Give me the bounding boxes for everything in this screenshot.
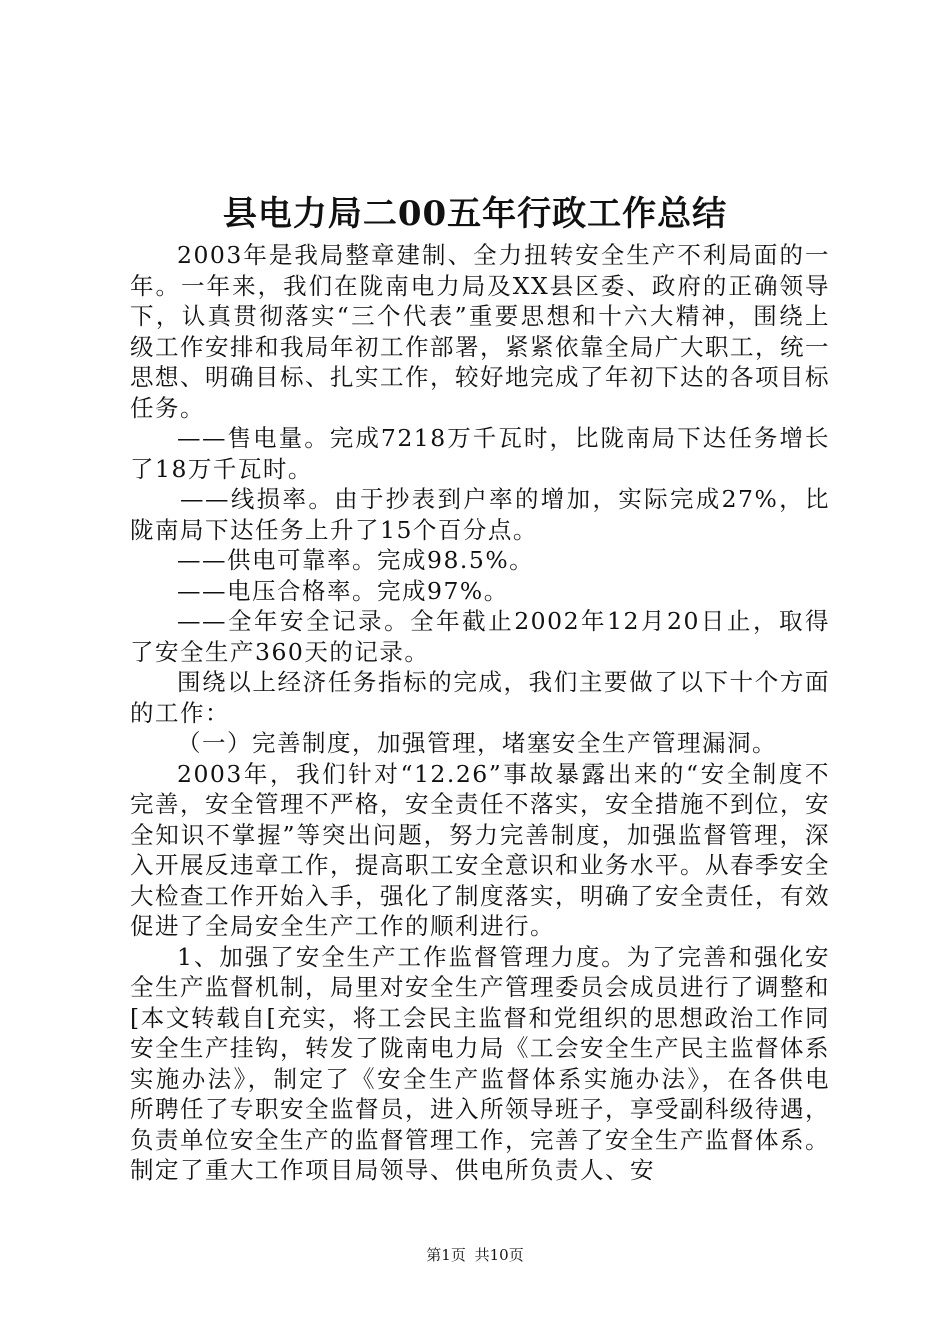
paragraph-line-loss: ——线损率。由于抄表到户率的增加，实际完成27%，比陇南局下达任务上升了15个百分点。 [130,485,830,544]
paragraph-sales: ——售电量。完成7218万千瓦时，比陇南局下达任务增长了18万千瓦时。 [130,424,830,483]
paragraph-intro: 2003年是我局整章建制、全力扭转安全生产不利局面的一年。一年来，我们在陇南电力局及XX县区委、政府的正确领导下，认真贯彻落实“三个代表”重要思想和十六大精神，围绕上级工作安排和我局年初工作部署，紧紧依靠全局广大职工，统一思想、明确目标、扎实工作，较好地完成了年初下达的各项目标任务。 [130,241,830,422]
document-body [130,240,830,1186]
document-title: 县电力局二00五年行政工作总结 [222,194,728,234]
page-footer [0,1244,950,1265]
paragraph-safety-record: ——全年安全记录。全年截止2002年12月20日止，取得了安全生产360天的记录。 [130,607,830,666]
page-total: 共10页 [474,1246,524,1264]
paragraph-voltage: ——电压合格率。完成97%。 [177,576,509,605]
paragraph-item-1: 1、加强了安全生产工作监督管理力度。为了完善和强化安全生产监督机制，局里对安全生产管理委员会成员进行了调整和[本文转载自[充实，将工会民主监督和党组织的思想政治工作同安全生产挂钩，转发了陇南电力局《工会安全生产民主监督体系实施办法》，制定了《安全生产监督体系实施办法》，在各供电所聘任了专职安全监督员，进入所领导班子，享受副科级待遇，负责单位安全生产的监督管理工作，完善了安全生产监督体系。制定了重大工作项目局领导、供电所负责人、安 [130,942,830,1184]
paragraph-ten-aspects: 围绕以上经济任务指标的完成，我们主要做了以下十个方面的工作： [130,668,830,727]
section-heading-1: （一）完善制度，加强管理，堵塞安全生产管理漏洞。 [177,729,777,757]
paragraph-section-1: 2003年，我们针对“12.26”事故暴露出来的“安全制度不完善，安全管理不严格，安全责任不落实，安全措施不到位，安全知识不掌握”等突出问题，努力完善制度，加强监督管理，深入开展反违章工作，提高职工安全意识和业务水平。从春季安全大检查工作开始入手，强化了制度落实，明确了安全责任，有效促进了全局安全生产工作的顺利进行。 [130,759,830,940]
paragraph-reliability: ——供电可靠率。完成98.5%。 [177,546,535,574]
page-number: 第1页 [426,1246,466,1264]
